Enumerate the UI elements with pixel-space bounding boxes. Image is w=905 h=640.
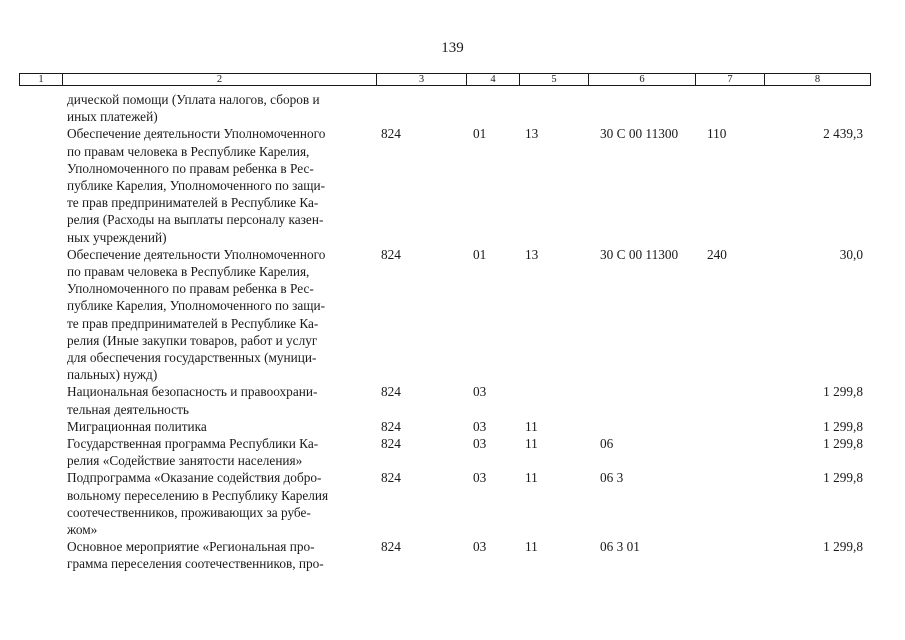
header-cell-6: 6 (588, 74, 695, 85)
row-col-3: 824 (381, 470, 401, 486)
table-header-row (19, 73, 871, 86)
row-name: Обеспечение деятельности Уполномоченного по правам человека в Республике Карелия, Уполномоченного по правам ребенка в Рес- публике Карелия, Уполномоченного по защи- те прав предпринимателей в Республике Ка- релия (Иные закупки товаров, работ и услуг для обеспечения государственных (муници- пальных) нужд) (67, 246, 326, 383)
row-col-3: 824 (381, 246, 401, 262)
row-col-8: 2 439,3 (823, 126, 863, 142)
row-col-4: 03 (473, 418, 487, 434)
row-col-8: 30,0 (839, 246, 863, 262)
table-row (0, 91, 905, 125)
header-cell-5: 5 (519, 74, 588, 85)
row-col-4: 01 (473, 126, 487, 142)
row-col-6: 06 3 (600, 470, 624, 486)
page-number: 139 (441, 40, 464, 56)
header-cell-4: 4 (466, 74, 519, 85)
row-col-8: 1 299,8 (823, 470, 863, 486)
row-col-8: 1 299,8 (823, 436, 863, 452)
row-col-4: 03 (473, 384, 487, 400)
row-name: Подпрограмма «Оказание содействия добро- вольному переселению в Республику Карелия соотечественников, проживающих за рубе- жом» (67, 470, 329, 538)
table-body (0, 91, 905, 573)
row-col-5: 11 (525, 436, 538, 452)
row-col-4: 03 (473, 470, 487, 486)
row-name: дической помощи (Уплата налогов, сборов и иных платежей) (67, 92, 320, 125)
table-row (0, 469, 905, 538)
row-name: Обеспечение деятельности Уполномоченного по правам человека в Республике Карелия, Уполномоченного по правам ребенка в Рес- публике Карелия, Уполномоченного по защи- те прав предпринимателей в Республике Ка- релия (Расходы на выплаты персоналу казен- ных учреждений) (67, 126, 326, 245)
row-col-5: 11 (525, 470, 538, 486)
row-name: Миграционная политика (67, 418, 207, 434)
table-row (0, 435, 905, 469)
header-cell-7: 7 (695, 74, 764, 85)
table-row (0, 418, 905, 435)
row-col-8: 1 299,8 (823, 384, 863, 400)
table-row (0, 125, 905, 245)
row-col-5: 13 (525, 126, 539, 142)
row-col-6: 06 (600, 436, 614, 452)
row-col-6: 06 3 01 (600, 539, 640, 555)
table-row (0, 246, 905, 384)
row-col-4: 03 (473, 436, 487, 452)
table-row (0, 383, 905, 417)
header-cell-8: 8 (764, 74, 870, 85)
row-col-5: 11 (525, 539, 538, 555)
row-col-5: 13 (525, 246, 539, 262)
header-cell-2: 2 (62, 74, 376, 85)
row-name: Государственная программа Республики Ка- релия «Содействие занятости населения» (67, 436, 319, 469)
row-name: Национальная безопасность и правоохрани- тельная деятельность (67, 384, 318, 417)
row-col-7: 110 (707, 126, 727, 142)
row-col-7: 240 (707, 246, 727, 262)
row-col-6: 30 С 00 11300 (600, 126, 679, 142)
row-col-8: 1 299,8 (823, 539, 863, 555)
row-name: Основное мероприятие «Региональная про- грамма переселения соотечественников, про- (67, 539, 324, 572)
row-col-4: 01 (473, 246, 487, 262)
header-cell-1: 1 (38, 74, 44, 85)
table-row (0, 538, 905, 572)
row-col-5: 11 (525, 418, 538, 434)
row-col-3: 824 (381, 418, 401, 434)
row-col-4: 03 (473, 539, 487, 555)
row-col-3: 824 (381, 436, 401, 452)
row-col-3: 824 (381, 126, 401, 142)
row-col-3: 824 (381, 539, 401, 555)
header-cell-3: 3 (376, 74, 466, 85)
row-col-8: 1 299,8 (823, 418, 863, 434)
row-col-6: 30 С 00 11300 (600, 246, 679, 262)
row-col-3: 824 (381, 384, 401, 400)
